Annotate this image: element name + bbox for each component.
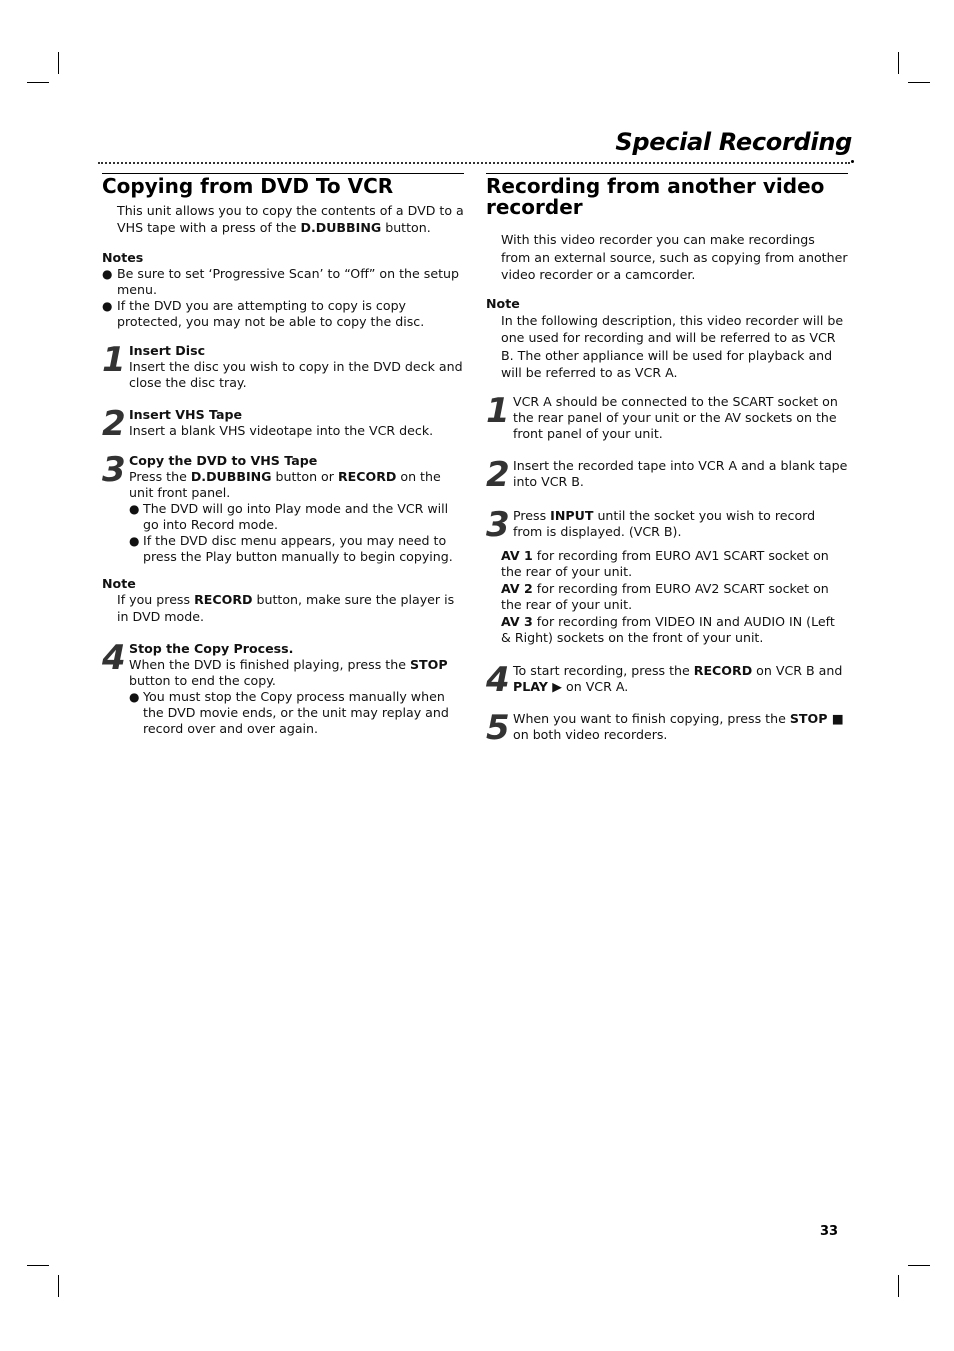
step-bullets [129,501,464,565]
crop-mark [898,52,899,74]
step-1 [102,340,464,391]
step-text: Press the D.DUBBING button or RECORD on the unit front panel. [129,469,441,500]
step-number: 4 [102,638,125,678]
step-number: 1 [486,390,509,431]
list-item: ● Be sure to set ‘Progressive Scan’ to “Off” on the setup menu. [102,266,459,297]
notes-list [102,266,464,330]
step-heading: Insert VHS Tape [129,407,243,422]
crop-mark [908,82,930,83]
step-2 [486,454,848,495]
av-item: AV 2 for recording from EURO AV2 SCART socket on the rear of your unit. [501,580,829,612]
note-text: If you press RECORD button, make sure the player is in DVD mode. [117,592,455,624]
note-heading: Note [486,295,520,311]
av-list [486,548,848,647]
step-heading: Copy the DVD to VHS Tape [129,453,318,468]
left-column [102,173,464,737]
right-column [486,173,848,748]
av-item: AV 1 for recording from EURO AV1 SCART socket on the rear of your unit. [501,547,829,579]
step-number: 4 [486,659,509,700]
step-text: To start recording, press the RECORD on VCR B and PLAY ▶ on VCR A. [513,662,843,694]
step-bullets [129,689,464,737]
page-number: 33 [820,1224,839,1239]
list-item: ● If the DVD disc menu appears, you may need to press the Play button manually to begin copying. [129,533,453,564]
step-4 [486,659,848,700]
intro-text: This unit allows you to copy the contents of a DVD to a VHS tape with a press of the D.DUBBING button. [117,203,464,235]
step-text: Insert the recorded tape into VCR A and a blank tape into VCR B. [513,457,848,489]
step-number: 2 [486,454,509,495]
page-title: Special Recording [615,128,852,156]
section-title-copying: Copying from DVD To VCR [102,173,464,197]
step-number: 1 [102,340,125,380]
step-heading: Insert Disc [129,343,206,358]
step-text: Insert a blank VHS videotape into the VCR deck. [129,423,434,438]
list-item: ● If the DVD you are attempting to copy is copy protected, you may not be able to copy the disc. [102,298,425,329]
note-text: In the following description, this video recorder will be one used for recording and will be referred to as VCR B. The other appliance will be used for playback and will be referred to as VCR A. [501,312,844,380]
title-divider [98,162,850,164]
crop-mark [27,82,49,83]
crop-mark [58,1275,59,1297]
step-2 [102,404,464,444]
step-4 [102,638,464,737]
step-1 [486,390,848,442]
step-number: 3 [486,504,509,545]
list-item: ● The DVD will go into Play mode and the VCR will go into Record mode. [129,501,449,532]
note-heading: Note [102,576,136,591]
step-heading: Stop the Copy Process. [129,641,294,656]
step-5 [486,707,848,748]
crop-mark [27,1265,49,1266]
step-3 [486,504,848,545]
crop-mark [898,1275,899,1297]
step-number: 2 [102,404,125,444]
av-item: AV 3 for recording from VIDEO IN and AUDIO IN (Left & Right) sockets on the front of your unit. [501,613,835,645]
section-title-recording: Recording from another video recorder [486,173,848,218]
notes-heading: Notes [102,250,144,265]
step-text: When you want to finish copying, press the STOP ■ on both video recorders. [513,710,844,742]
step-number: 3 [102,450,125,490]
step-text: When the DVD is finished playing, press the STOP button to end the copy. [129,657,448,688]
crop-mark [908,1265,930,1266]
step-number: 5 [486,707,509,748]
crop-mark [58,52,59,74]
list-item: ● You must stop the Copy process manually when the DVD movie ends, or the unit may replay and record over and over again. [129,689,449,736]
title-divider-end [851,160,854,163]
step-text: VCR A should be connected to the SCART socket on the rear panel of your unit or the AV sockets on the front panel of your unit. [513,393,838,441]
step-text: Press INPUT until the socket you wish to record from is displayed. (VCR B). [513,507,816,539]
step-3 [102,450,464,565]
step-text: Insert the disc you wish to copy in the DVD deck and close the disc tray. [129,359,463,390]
intro-text: With this video recorder you can make recordings from an external source, such as copying from another video recorder or a camcorder. [501,232,848,282]
